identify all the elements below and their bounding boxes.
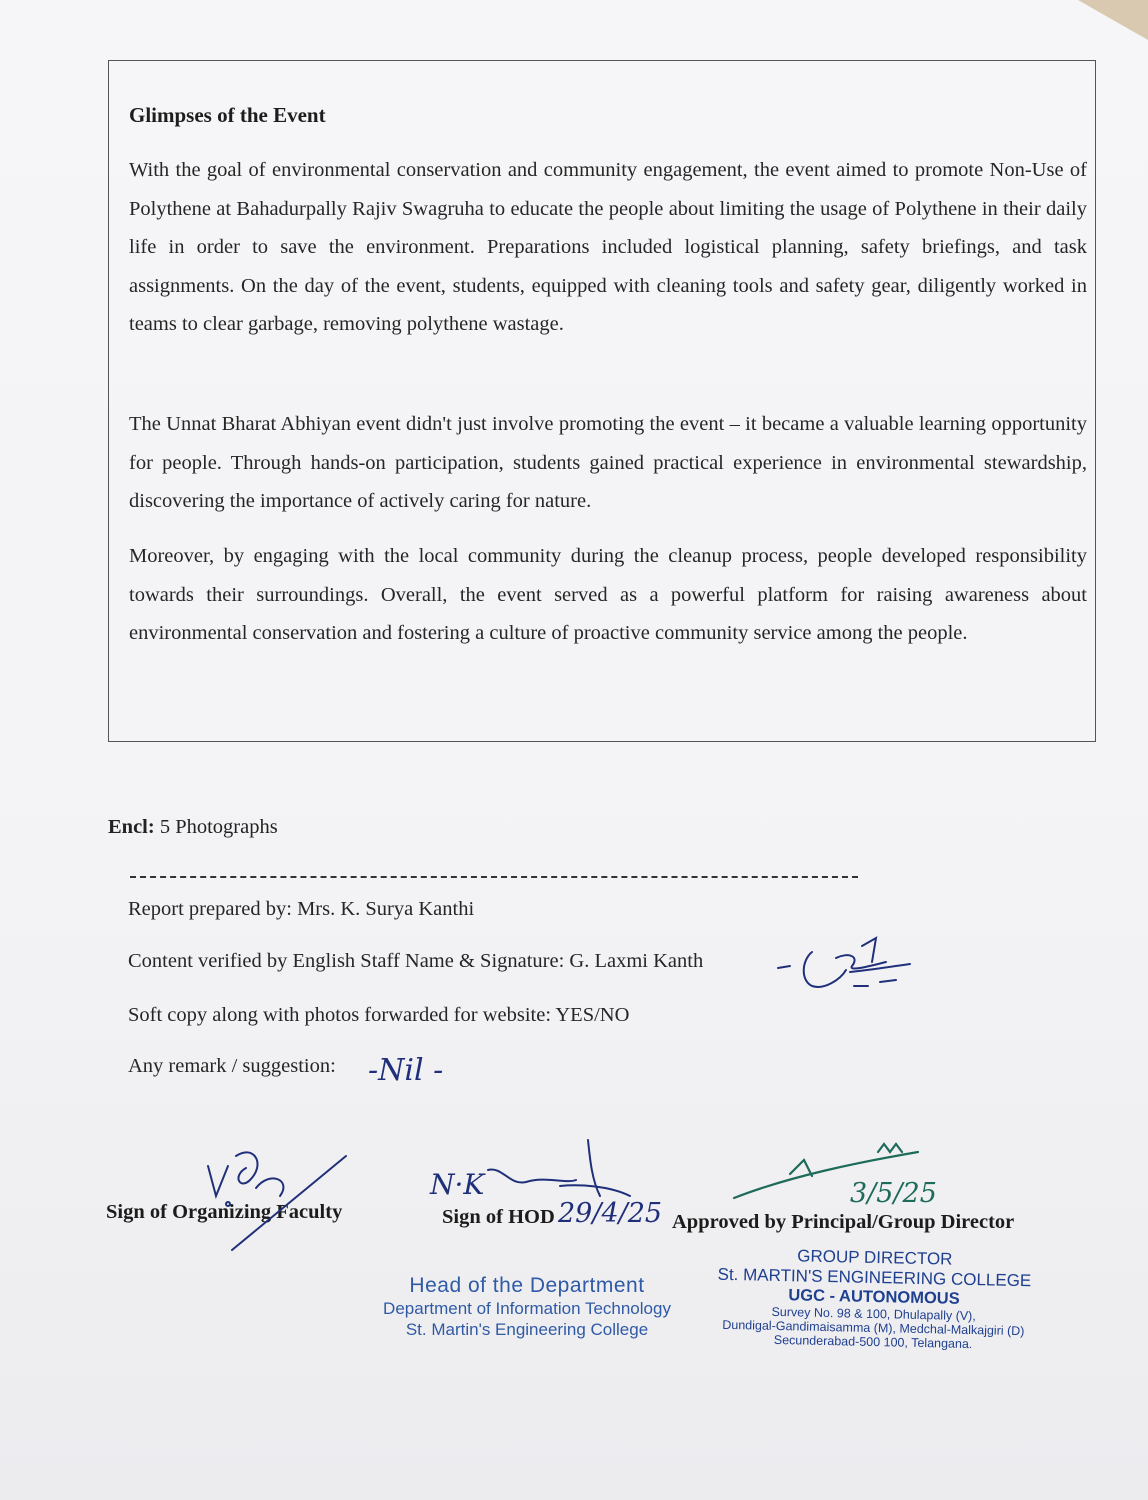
gd-stamp-address-3: Secunderabad-500 100, Telangana. xyxy=(773,1332,973,1352)
hod-stamp-college: St. Martin's Engineering College xyxy=(405,1320,649,1339)
hod-initials: N·K xyxy=(430,1168,485,1201)
paragraph-community: Moreover, by engaging with the local community during the cleanup process, people developed responsibility towards their surroundings. Overall, the event served as a powerful platform for raising awareness about environmental conservation and fostering a culture of proactive community service among the people. xyxy=(129,545,1087,644)
paragraph-goal: With the goal of environmental conservation and community engagement, the event aimed to promote Non-Use of Polythene at Bahadurpally Rajiv Swagruha to educate the people about limiting the usage of Polythene in their daily life in order to save the environment. Preparations included logistical planning, safety briefings, and task assignments. On the day of the event, students, equipped with cleaning tools and safety gear, diligently worked in teams to clear garbage, removing polythene wastage. xyxy=(129,159,1087,335)
page-corner-fold xyxy=(1078,0,1148,40)
verifier-signature xyxy=(778,938,910,987)
hod-stamp-title: Head of the Department xyxy=(409,1274,645,1297)
gd-stamp-address-1: Survey No. 98 & 100, Dhulapally (V), xyxy=(771,1304,976,1324)
content-verified-by: Content verified by English Staff Name & Signature: G. Laxmi Kanth xyxy=(128,950,704,972)
hod-sign-label: Sign of HOD xyxy=(442,1206,555,1228)
remark-label: Any remark / suggestion: xyxy=(128,1055,336,1077)
report-prepared-by: Report prepared by: Mrs. K. Surya Kanthi xyxy=(128,898,475,920)
hod-stamp-department: Department of Information Technology xyxy=(383,1299,671,1318)
hod-stamp xyxy=(360,1274,694,1340)
organizing-faculty-sign-label: Sign of Organizing Faculty xyxy=(106,1201,343,1223)
dashed-divider xyxy=(130,876,858,878)
soft-copy-status: Soft copy along with photos forwarded for website: YES/NO xyxy=(128,1004,630,1026)
enclosure-value: 5 Photographs xyxy=(154,816,278,838)
hod-date-handwriting: 29/4/25 xyxy=(558,1198,663,1229)
section-title: Glimpses of the Event xyxy=(129,103,326,127)
principal-signature xyxy=(734,1144,918,1198)
remark-handwriting: -Nil - xyxy=(368,1053,444,1088)
principal-date-handwriting: 3/5/25 xyxy=(850,1178,937,1209)
hod-signature xyxy=(429,1140,630,1201)
group-director-stamp xyxy=(705,1244,1043,1352)
event-glimpses-box xyxy=(108,60,1096,742)
gd-stamp-address-2: Dundigal-Gandimaisamma (M), Medchal-Malkajgiri (D) xyxy=(722,1317,1025,1339)
principal-approval-label: Approved by Principal/Group Director xyxy=(672,1211,1015,1233)
enclosure-label: Encl: xyxy=(108,816,155,838)
gd-stamp-college: St. MARTIN'S ENGINEERING COLLEGE xyxy=(717,1264,1032,1291)
enclosure-line xyxy=(108,816,278,839)
paragraph-learning: The Unnat Bharat Abhiyan event didn't just involve promoting the event – it became a valuable learning opportunity for people. Through hands-on participation, students gained practical experience in environmental stewardship, discovering the importance of actively caring for nature. xyxy=(129,413,1087,512)
gd-stamp-autonomous: UGC - AUTONOMOUS xyxy=(788,1286,960,1308)
gd-stamp-title: GROUP DIRECTOR xyxy=(797,1246,953,1269)
